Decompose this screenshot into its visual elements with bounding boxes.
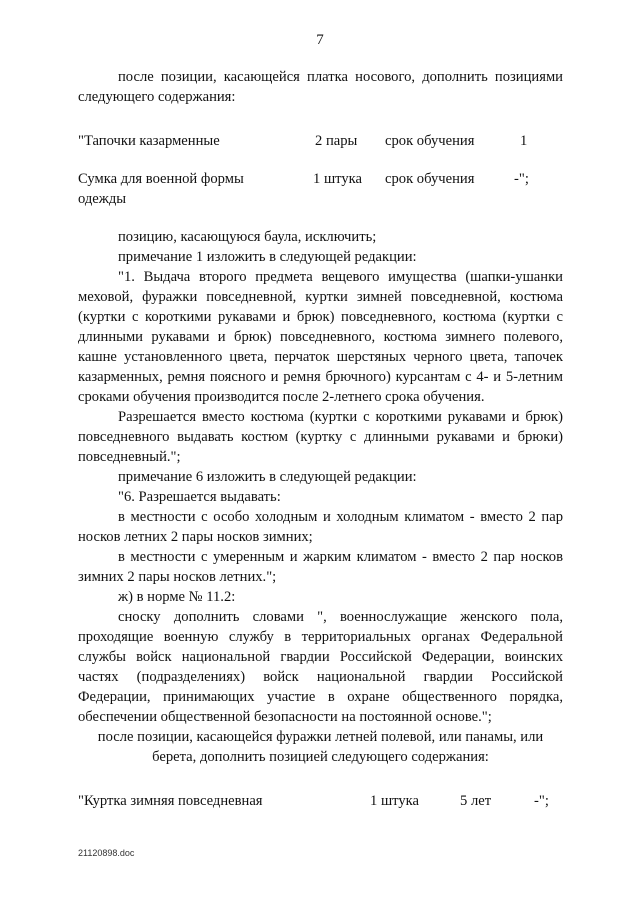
table2-row bbox=[78, 791, 563, 811]
item-term: срок обучения bbox=[385, 171, 475, 187]
paragraph: примечание 1 изложить в следующей редакции: bbox=[118, 249, 417, 265]
paragraph: Разрешается вместо костюма (куртки с короткими рукавами и брюк) повседневного выдавать костюм (куртку с длинными рукавами и брюки) повседневный."; bbox=[78, 409, 563, 465]
item-term: срок обучения bbox=[385, 133, 475, 149]
table1-row bbox=[78, 131, 563, 151]
item-term: 5 лет bbox=[460, 793, 492, 809]
paragraph: сноску дополнить словами ", военнослужащие женского пола, проходящие военную службу в территориальных органах Федеральной службы войск национальной гвардии Российской Федерации, воинских частях (подразделениях) войск национальной гвардии Российской Федерации, принимающих участие в охране общественного порядка, обеспечении общественной безопасности на постоянной основе."; bbox=[78, 609, 563, 725]
item-val: 1 bbox=[520, 133, 528, 149]
paragraph: в местности с особо холодным и холодным климатом - вместо 2 пар носков летних 2 пары носков зимних; bbox=[78, 509, 563, 545]
item-qty: 1 штука bbox=[313, 171, 363, 187]
paragraph: "6. Разрешается выдавать: bbox=[118, 489, 281, 505]
item-qty: 2 пары bbox=[315, 133, 358, 149]
item-name: "Куртка зимняя повседневная bbox=[78, 793, 263, 809]
document-body bbox=[78, 67, 563, 811]
paragraph: "1. Выдача второго предмета вещевого имущества (шапки-ушанки меховой, фуражки повседневной, куртки зимней повседневной, костюма (куртки с короткими рукавами и брюк) повседневного, костюма (куртки с длинными рукавами и брюк) повседневного, костюма зимнего полевого, кашне установленного цвета, перчаток шерстяных черного цвета, тапочек казарменных, ремня поясного и ремня брючного) курсантам с 4- и 5-летним сроками обучения производится после 2-летнего срока обучения. bbox=[78, 269, 563, 405]
item-name: "Тапочки казарменные bbox=[78, 133, 220, 149]
item-val: -"; bbox=[534, 793, 549, 809]
file-name-footer: 21120898.doc bbox=[78, 848, 135, 858]
item-name: Сумка для военной формы одежды bbox=[78, 171, 244, 207]
item-val: -"; bbox=[514, 171, 529, 187]
intro-paragraph: после позиции, касающейся платка носового, дополнить позициями следующего содержания: bbox=[78, 69, 563, 105]
page-number: 7 bbox=[316, 32, 324, 48]
item-qty: 1 штука bbox=[370, 793, 420, 809]
table1-row bbox=[78, 169, 563, 209]
paragraph: в местности с умеренным и жарким климатом - вместо 2 пар носков зимних 2 пары носков летних."; bbox=[78, 549, 563, 585]
paragraph: ж) в норме № 11.2: bbox=[118, 589, 236, 605]
paragraph: примечание 6 изложить в следующей редакции: bbox=[118, 469, 417, 485]
paragraph: позицию, касающуюся баула, исключить; bbox=[118, 229, 377, 245]
centered-paragraph: после позиции, касающейся фуражки летней полевой, или панамы, или берета, дополнить позицией следующего содержания: bbox=[97, 729, 544, 765]
